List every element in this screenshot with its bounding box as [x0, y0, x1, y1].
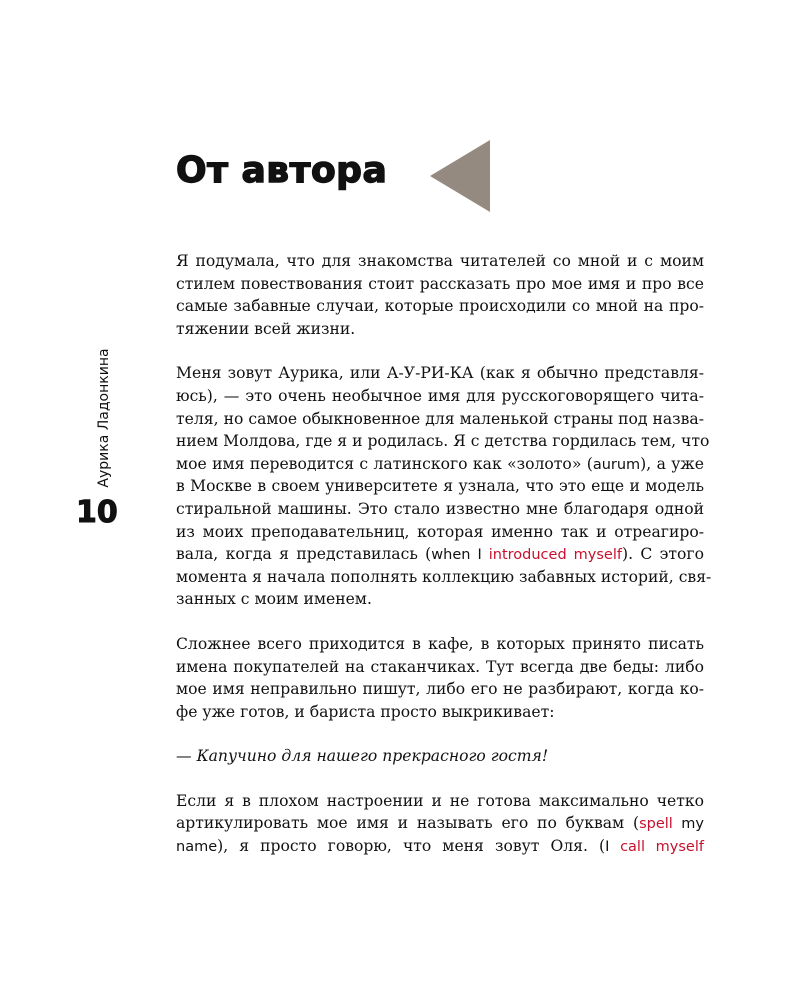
text-segment: теля, но самое обыкновенное для маленькой страны под назва- — [176, 409, 704, 428]
paragraph — [176, 745, 704, 768]
paragraph — [176, 790, 704, 858]
text-line — [176, 318, 704, 341]
text-line — [176, 362, 704, 385]
text-line — [176, 475, 704, 498]
decorative-triangle — [430, 140, 490, 212]
text-line — [176, 543, 704, 566]
text-segment: Меня зовут Аурика, или А-У-РИ-КА (как я обычно представля- — [176, 364, 704, 383]
text-segment: ). С этого — [621, 545, 704, 564]
paragraph — [176, 362, 712, 611]
page-title: От автора — [176, 150, 388, 191]
text-line — [176, 498, 704, 521]
english-text: aurum — [592, 456, 641, 473]
text-segment: ), я просто говорю, что меня зовут Оля. ( — [217, 837, 606, 856]
highlighted-english-phrase: spell — [639, 816, 673, 833]
text-line — [176, 745, 704, 768]
running-head-author: Аурика Ладонкина — [96, 348, 112, 488]
text-line — [176, 385, 704, 408]
text-line — [176, 701, 704, 724]
text-line — [176, 678, 704, 701]
body-text — [176, 250, 712, 858]
text-segment: фе уже готов, и бариста просто выкрикивает: — [176, 702, 555, 721]
text-line — [176, 408, 704, 431]
english-text: my — [672, 816, 704, 833]
text-segment: Капучино для нашего прекрасного гостя! — [196, 747, 549, 766]
english-text: I — [605, 839, 621, 856]
text-segment: Если я в плохом настроении и не готова максимально четко — [176, 791, 704, 810]
paragraph-gap — [176, 768, 704, 790]
text-segment: самые забавные случаи, которые происходили со мной на про- — [176, 297, 704, 316]
text-segment: вала, когда я представилась ( — [176, 545, 432, 564]
paragraph-gap — [176, 723, 704, 745]
text-segment: мое имя переводится с латинского как «золото» ( — [176, 454, 593, 473]
text-segment: занных с моим именем. — [176, 590, 372, 609]
text-segment: нием Молдова, где я и родилась. Я с детства гордилась тем, что — [176, 432, 710, 451]
text-segment: в Москве в своем университете я узнала, что это еще и модель — [176, 477, 704, 496]
text-line — [176, 588, 704, 611]
text-segment: стилем повествования стоит рассказать про мое имя и про все — [176, 274, 704, 293]
text-segment: Я подумала, что для знакомства читателей со мной и с моим — [176, 252, 704, 270]
text-line — [176, 633, 704, 656]
english-text: name — [176, 839, 218, 856]
text-line — [176, 566, 712, 589]
text-segment: — — [176, 747, 197, 766]
text-segment: ), а уже — [640, 454, 704, 473]
highlighted-english-phrase: introduced myself — [488, 547, 622, 564]
text-segment: артикулировать мое имя и называть его по буквам ( — [176, 814, 640, 833]
text-line — [176, 430, 710, 453]
text-segment: из моих преподавательниц, которая именно так и отреагиро- — [176, 522, 704, 541]
text-line — [176, 453, 704, 476]
paragraph-gap — [176, 611, 704, 633]
text-segment: мое имя неправильно пишут, либо его не разбирают, когда ко- — [176, 680, 704, 699]
english-text: when I — [431, 547, 489, 564]
text-line — [176, 835, 704, 858]
page-number: 10 — [76, 495, 118, 530]
text-segment: тяжении всей жизни. — [176, 319, 356, 338]
paragraph-gap — [176, 340, 704, 362]
highlighted-english-phrase: call myself — [620, 839, 704, 856]
text-line — [176, 812, 704, 835]
paragraph — [176, 633, 704, 723]
text-line — [176, 295, 704, 318]
text-line — [176, 790, 704, 813]
text-line — [176, 250, 704, 273]
text-line — [176, 521, 704, 544]
text-line — [176, 656, 704, 679]
text-segment: юсь), — это очень необычное имя для русскоговорящего чита- — [176, 386, 704, 405]
text-segment: стиральной машины. Это стало известно мне благодаря одной — [176, 499, 704, 518]
text-segment: Сложнее всего приходится в кафе, в которых принято писать — [176, 634, 704, 653]
text-line — [176, 273, 704, 296]
text-segment: момента я начала пополнять коллекцию забавных историй, свя- — [176, 567, 712, 586]
text-segment: имена покупателей на стаканчиках. Тут всегда две беды: либо — [176, 657, 704, 676]
paragraph — [176, 250, 704, 340]
